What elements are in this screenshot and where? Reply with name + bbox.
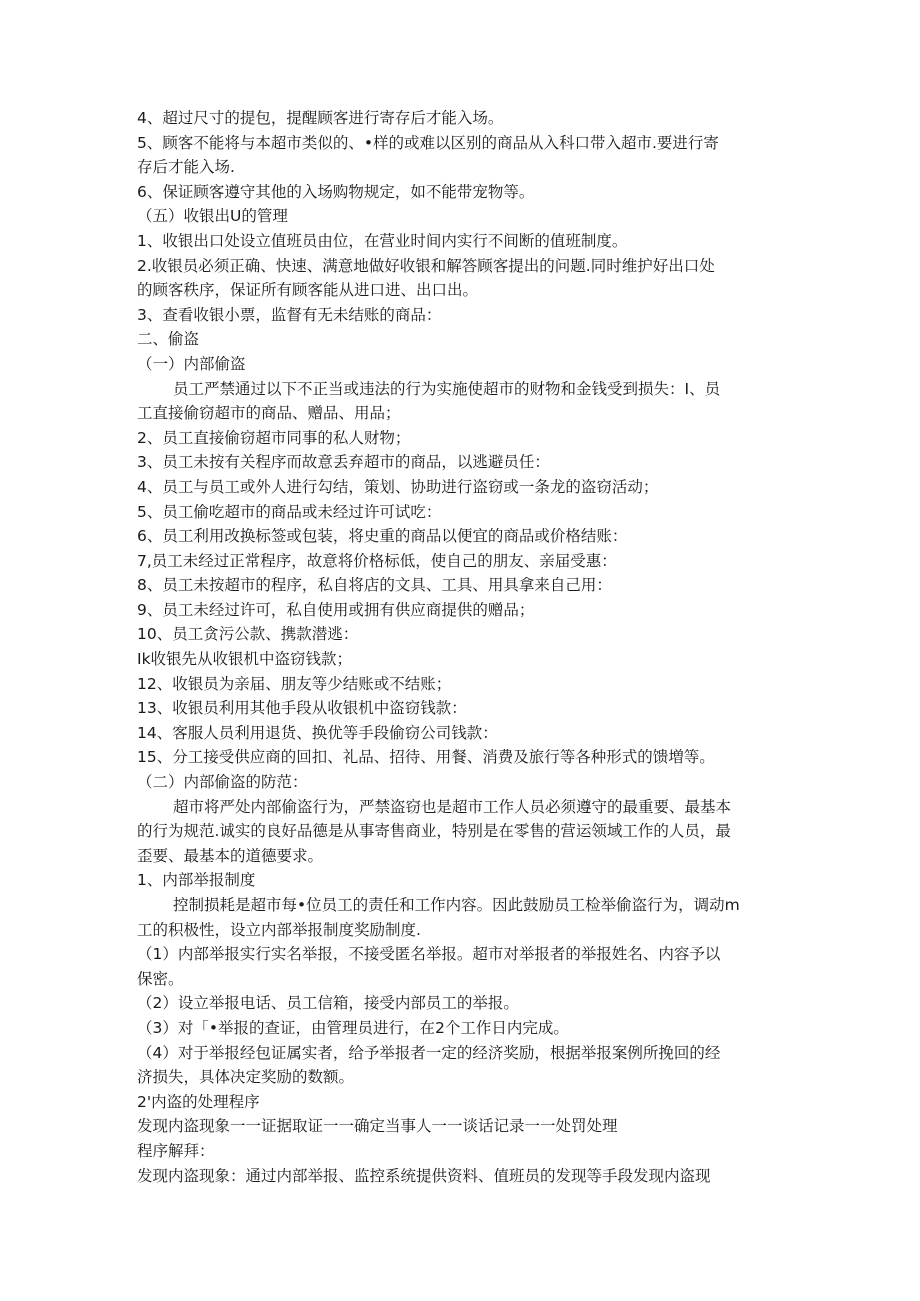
section-heading: 1、内部举报制度 (137, 871, 256, 890)
text-line: 5、员工偷吃超市的商品或未经过许可试吃： (137, 502, 442, 521)
text-line: 济损失，具体决定奖励的数额。 (137, 1068, 355, 1087)
text-line: 9、员工未经过许可，私自使用或拥有供应商提供的赠品； (137, 600, 535, 619)
text-line: Ik收银先从收银机中盗窃钱款； (137, 650, 353, 669)
text-line: 15、分工接受供应商的回扣、礼品、招待、用餐、消费及旅行等各种形式的馈増等。 (137, 748, 715, 767)
text-line: 的顾客秩序，保证所有顾客能从进口进、出口出。 (137, 281, 479, 300)
text-line: 5、顾客不能将与本超市类似的、•样的或难以区别的商品从入科口带入超市.要进行寄 (137, 133, 719, 152)
text-line: 14、客服人员利用退货、换优等手段偷窃公司钱款： (137, 723, 498, 742)
section-heading: （一）内部偷盗 (137, 354, 246, 373)
text-line: （2）设立举报电话、员工信箱，接受内部员工的举报。 (137, 994, 519, 1013)
text-line: 发现内盗现象：通过内部举报、监控系统提供资料、值班员的发现等手段发现内盗现 (137, 1166, 711, 1185)
text-line: 2、员工直接偷窃超市同事的私人财物； (137, 428, 411, 447)
text-line: 10、员工贪污公款、携款潜逃： (137, 625, 359, 644)
text-line: （4）对于举报经包证属实者，给予举报者一定的经济奖励，根据举报案例所挽回的经 (137, 1043, 721, 1062)
text-line: 工直接偷窃超市的商品、赠品、用品； (137, 404, 401, 423)
text-line: 7,员工未经过正常程序，故意将价格标低，使自己的朋友、亲届受惠： (137, 551, 617, 570)
text-line: 4、员工与员工或外人进行勾结，策划、协助进行盗窃或一条龙的盗窃活动； (137, 477, 659, 496)
text-line: 工的积极性，设立内部举报制度奖励制度. (137, 920, 421, 939)
text-line: 2.收银员必须正确、快速、满意地做好收银和解答顾客提出的问题.同时维护好出口处 (137, 256, 715, 275)
section-heading: （二）内部偷盗的防范： (137, 773, 308, 792)
text-line: （3）对「•举报的查证，由管理员进行，在2个工作日内完成。 (137, 1018, 569, 1037)
text-line: 1、收银出口处设立值班员由位，在营业时间内实行不间断的值班制度。 (137, 231, 628, 250)
text-line: 发现内盗现象一一证据取证一一确定当事人一一谈话记录一一处罚处理 (137, 1117, 618, 1136)
text-line: 存后才能入场. (137, 158, 235, 177)
text-line: 保密。 (137, 969, 184, 988)
text-line: 13、收银员利用其他手段从收银机中盗窃钱款： (137, 699, 467, 718)
section-heading: 2'内盗的处理程序 (137, 1092, 260, 1111)
text-line: 3、查看收银小票，监督有无未结账的商品： (137, 305, 442, 324)
text-line: 歪要、最基本的道德要求。 (137, 846, 324, 865)
text-line: 员工严禁通过以下不正当或违法的行为实施使超市的财物和金钱受到损失：I、员 (173, 379, 721, 398)
text-line: 的行为规范.诚实的良好品德是从事寄售商业，特别是在零售的营运领域工作的人员，最 (137, 822, 731, 841)
text-line: 6、保证顾客遵守其他的入场购物规定，如不能带宠物等。 (137, 182, 535, 201)
text-line: 4、超过尺寸的提包，提醒顾客进行寄存后才能入场。 (137, 109, 504, 127)
section-heading: 二、偷盗 (137, 330, 200, 349)
text-line: 超市将严处内部偷盗行为，严禁盗窃也是超市工作人员必须遵守的最重要、最基本 (173, 797, 732, 816)
text-line: 6、员工利用改换标签或包装，将史重的商品以便宜的商品或价格结账： (137, 527, 628, 546)
text-line: 12、收银员为亲届、朋友等少结账或不结账； (137, 674, 452, 693)
section-heading: （五）收银出U的管理 (137, 207, 288, 226)
text-line: 3、员工未按有关程序而故意丢弃超市的商品，以逃避员任： (137, 453, 550, 472)
text-line: （1）内部举报实行实名举报，不接受匿名举报。超市对举报者的举报姓名、内容予以 (137, 945, 721, 964)
text-line: 8、员工未按超市的程序，私自将店的文具、工具、用具拿来自己用： (137, 576, 612, 595)
text-line: 控制损耗是超市每•位员工的责任和工作内容。因此鼓励员工检举偷盗行为，调动m (173, 896, 740, 914)
text-line: 程序解拜： (137, 1141, 215, 1160)
document-page (137, 106, 787, 1188)
